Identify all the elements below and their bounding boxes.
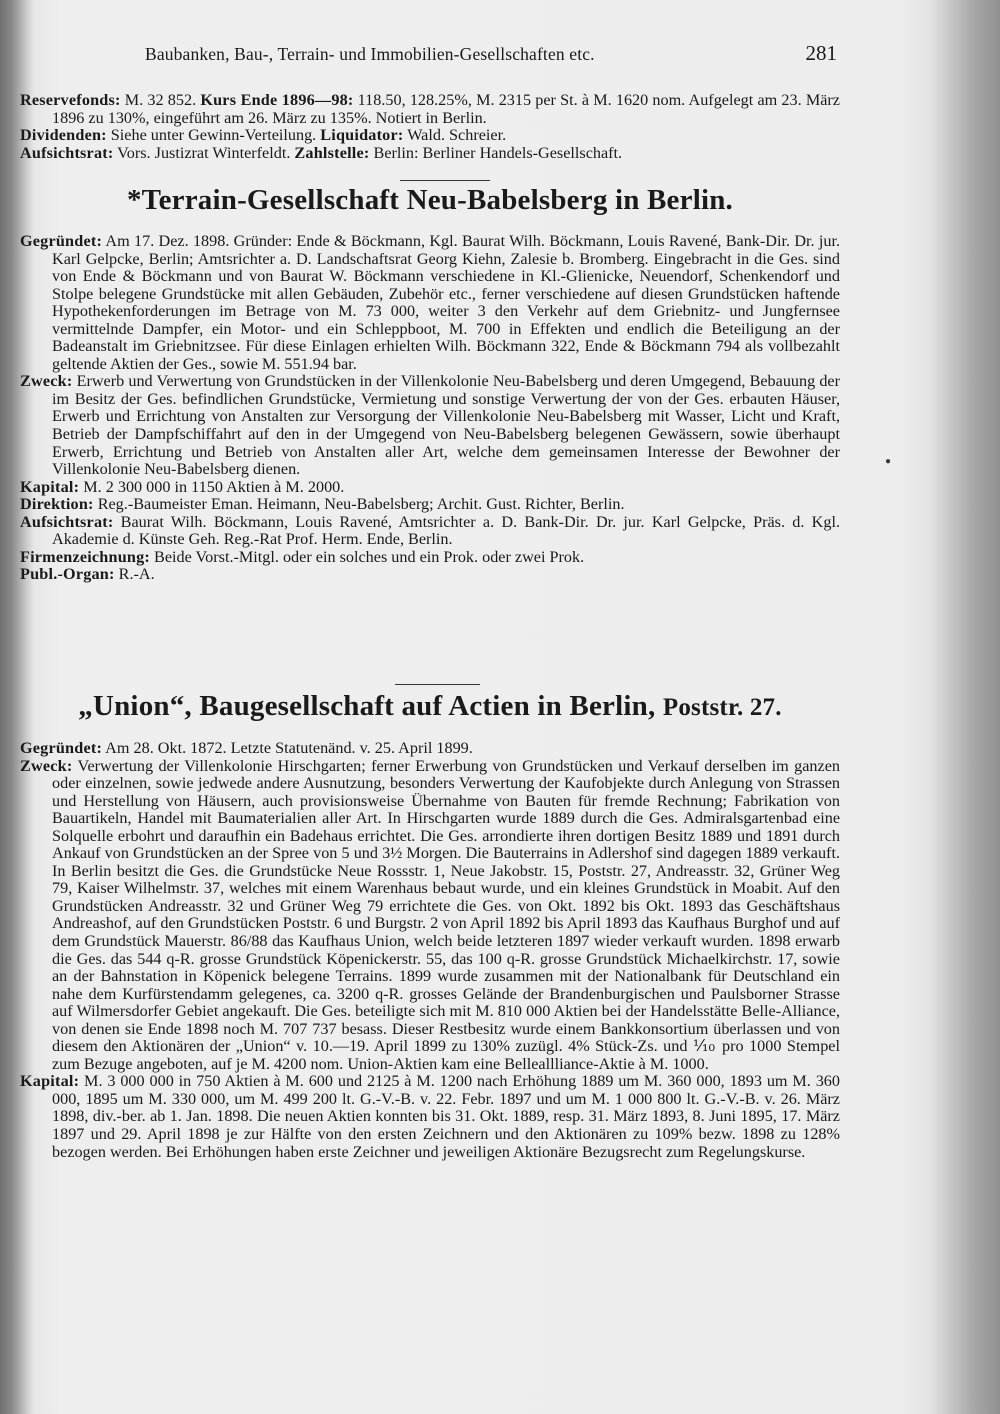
aufsichtsrat-label: Aufsichtsrat: — [20, 143, 114, 162]
union-zweck-paragraph — [20, 758, 840, 1074]
section-title-union — [20, 690, 840, 722]
kapital-paragraph — [20, 479, 840, 497]
union-gegruendet-text: Am 28. Okt. 1872. Letzte Statutenänd. v. 25. April 1899. — [102, 739, 473, 757]
zweck-label: Zweck: — [20, 372, 73, 391]
firmenzeichnung-label: Firmenzeichnung: — [20, 547, 150, 566]
kurs-label: Kurs Ende 1896—98: — [200, 91, 354, 109]
dividenden-text: Siehe unter Gewinn-Verteilung. — [106, 126, 321, 145]
gegruendet-text: Am 17. Dez. 1898. Gründer: Ende & Böckmann, Kgl. Baurat Wilh. Böckmann, Louis Ravené, Bank-Dir. Dr. jur. Karl Gelpcke, Berlin; Amtsrichter a. D. Landschaftsrat Georg Kiehn, Zalesie b. Bromberg. Eingebracht in die Ges. sind von Ende & Böckmann und von Baurat W. Böckmann verschiedene in Kl.-Glienicke, Neuendorf, Schenkendorf und Stolpe belegene Grundstücke mit allen Gebäuden, Zubehör etc., ferner verschiedene auf diesen Grundstücken haftende Hypothekenforderungen im Betrage von M. 73 000, weiter 3 den Verkehr auf dem Griebnitz- und Jungfernsee vermittelnde Dampfer, ein Motor- und ein Schleppboot, M. 700 in Effekten und endlich die Beteiligung an der Badeanstalt im Griebnitzsee. Für diese Einlagen erhielten Wilh. Böckmann 322, Ende & Böckmann 794 als vollbezahlt geltende Aktien der Ges., sowie M. 551.94 bar. — [52, 232, 840, 373]
union-gegruendet-paragraph — [20, 740, 840, 758]
union-kapital-text: M. 3 000 000 in 750 Aktien à M. 600 und 2125 à M. 1200 nach Erhöhung 1889 um M. 360 000, 1893 um M. 360 000, 1895 um M. 330 000, um M. 499 200 lt. G.-V.-B. v. 22. Febr. 1897 und um M. 1 000 800 lt. G.-V.-B. v. 26. März 1898, div.-ber. ab 1. Jan. 1898. Die neuen Aktien konnten bis 31. Okt. 1889, resp. 31. März 1893, 8. Juni 1895, 17. März 1897 und 29. April 1898 je zur Hälfte von den ersten Zeichnern und den Aktionären zu 109% bezw. 1898 zu 128% bezogen werden. Bei Erhöhungen haben erste Zeichner und jeweiligen Aktionäre Bezugsrecht zum Regelungskurse. — [52, 1072, 840, 1161]
zweck-text: Erwerb und Verwertung von Grundstücken in der Villenkolonie Neu-Babelsberg und deren Umgegend, Bebauung der im Besitz der Ges. befindlichen Grundstücke, Vermietung und sonstige Verwertung der von der Ges. erbauten Häuser, Erwerb und Errichtung von Anstalten zur Versorgung der Villenkolonie Neu-Babelsberg mit Wasser, Licht und Kraft, Betrieb der Dampfschiffahrt auf den in der Umgegend von Neu-Babelsberg belegenen Gewässern, sowie überhaupt Erwerb, Errichtung und Betrieb von Anstalten aller Art, welche dem gemeinsamen Interesse der Bewohner der Villenkolonie Neu-Babelsberg dienen. — [52, 372, 840, 479]
aufsichtsrat-label-2: Aufsichtsrat: — [20, 512, 114, 531]
kurs-text: 118.50, 128.25%, M. 2315 per St. à M. 1620 nom. Aufgelegt am 23. März 1896 zu 130%, eingeführt am 26. März zu 135%. Notiert in Berlin. — [52, 91, 840, 127]
direktion-text: Reg.-Baumeister Eman. Heimann, Neu-Babelsberg; Archit. Gust. Richter, Berlin. — [93, 495, 625, 514]
publ-organ-text: R.-A. — [114, 565, 155, 584]
zahlstelle-label: Zahlstelle: — [294, 143, 370, 162]
page-number: 281 — [805, 41, 837, 65]
liquidator-label: Liquidator: — [320, 126, 404, 145]
previous-entry-tail — [20, 92, 840, 162]
aufsichtsrat-zahlstelle-paragraph — [20, 145, 840, 163]
publ-organ-paragraph — [20, 566, 840, 584]
reservefonds-paragraph — [20, 92, 840, 127]
aufsichtsrat-paragraph — [20, 514, 840, 549]
direktion-label: Direktion: — [20, 495, 94, 514]
gegruendet-label: Gegründet: — [20, 232, 103, 250]
gegruendet-paragraph — [20, 233, 840, 373]
kapital-text: M. 2 300 000 in 1150 Aktien à M. 2000. — [79, 477, 345, 496]
union-address: Poststr. 27. — [662, 694, 782, 721]
aufsichtsrat-text: Vors. Justizrat Winterfeldt. — [113, 143, 295, 162]
aufsichtsrat-text-2: Baurat Wilh. Böckmann, Louis Ravené, Amtsrichter a. D. Bank-Dir. Dr. jur. Karl Gelpcke, Präs. d. Kgl. Akademie d. Künste Geh. Reg.-Rat Prof. Herm. Ende, Berlin. — [52, 512, 840, 549]
dividenden-paragraph — [20, 127, 840, 145]
kapital-label: Kapital: — [20, 477, 80, 496]
zweck-paragraph — [20, 373, 840, 478]
section-body-union — [20, 740, 840, 1161]
liquidator-text: Wald. Schreier. — [403, 126, 507, 145]
direktion-paragraph — [20, 496, 840, 514]
union-zweck-text: Verwertung der Villenkolonie Hirschgarten; ferner Erwerbung von Grundstücken und Verkauf derselben im ganzen oder einzelnen, sowie jedwede andere Ausnutzung, besonders Verwertung der Kaufobjekte durch Anlegung von Strassen und Herstellung von Häusern, auch provisionsweise Übernahme von Bauten für fremde Rechnung; Fabrikation von Bauartikeln, Handel mit Baumaterialien aller Art. In Hirschgarten wurde 1889 durch die Ges. Admiralsgartenbad eine Solquelle erbohrt und daraufhin ein Badehaus errichtet. Die Ges. arrondierte ihren dortigen Besitz 1889 und 1891 durch Ankauf von Grundstücken an der Spree von 5 und 3½ Morgen. Die Bauterrains in Adlershof sind dagegen 1889 verkauft. In Berlin besitzt die Ges. die Grundstücke Neue Rossstr. 1, Neue Jakobstr. 15, Poststr. 27, Andreasstr. 32, Grüner Weg 79, Kaiser Wilhelmstr. 37, welches mit einem Warenhaus bebaut wurde, und ein kleines Grundstück in Moabit. Auf den Grundstücken Andreasstr. 32 und Grüner Weg 79 errichtete die Ges. von Okt. 1892 bis Okt. 1893 das Geschäftshaus Andreashof, auf den Grundstücken Poststr. 6 und Burgstr. 2 von April 1892 bis April 1893 das Kaufhaus Burghof und auf dem Grundstück Mauerstr. 86/88 das Kaufhaus Union, welch beide letzteren 1897 wieder verkauft wurden. 1898 erwarb die Ges. das 544 q-R. grosse Grundstück Köpenickerstr. 55, das 100 q-R. grosse Grundstück Michaelkirchstr. 17, sowie an der Bahnstation in Köpenick belegene Terrains. 1899 wurde zusammen mit der Nationalbank für Deutschland ein nahe dem Kurfürstendamm gelegenes, ca. 3200 q-R. grosses Gelände der Brandenburgischen und Paulsborner Strasse auf Wilmersdorfer Gebiet angekauft. Die Ges. beteiligte sich mit M. 810 000 Aktien bei der Handelsstätte Belle-Alliance, von denen sie Ende 1898 noch M. 707 737 besass. Dieser Restbesitz wurde einem Bankkonsortium überlassen und von diesem den Aktionären der „Union“ v. 10.—19. April 1899 zu 130% zuzügl. 4% Stück-Zs. und ⅒ pro 1000 Stempel zum Bezuge angeboten, auf je M. 4200 nom. Union-Aktien kam eine Belleallliance-Aktie à M. 1000. — [52, 756, 840, 1073]
page-header — [145, 41, 837, 68]
union-kapital-paragraph — [20, 1073, 840, 1161]
section-body-neu-babelsberg — [20, 233, 840, 584]
section-divider-2 — [395, 684, 480, 685]
publ-organ-label: Publ.-Organ: — [20, 565, 115, 584]
zahlstelle-text: Berlin: Berliner Handels-Gesellschaft. — [369, 143, 623, 162]
union-kapital-label: Kapital: — [20, 1072, 80, 1091]
union-gegruendet-label: Gegründet: — [20, 739, 103, 757]
reservefonds-text: M. 32 852. — [120, 91, 201, 109]
reservefonds-label: Reservefonds: — [20, 91, 121, 109]
union-zweck-label: Zweck: — [20, 756, 73, 775]
firmenzeichnung-text: Beide Vorst.-Mitgl. oder ein solches und ein Prok. oder zwei Prok. — [150, 547, 585, 566]
dividenden-label: Dividenden: — [20, 126, 107, 145]
running-title: Baubanken, Bau-, Terrain- und Immobilien-Gesellschaften etc. — [145, 44, 595, 64]
union-title: „Union“, Baugesellschaft auf Actien in Berlin, — [78, 690, 656, 722]
margin-speck: ● — [885, 456, 892, 467]
section-divider — [400, 180, 490, 181]
section-title-neu-babelsberg: *Terrain-Gesellschaft Neu-Babelsberg in Berlin. — [126, 184, 733, 216]
firmenzeichnung-paragraph — [20, 549, 840, 567]
